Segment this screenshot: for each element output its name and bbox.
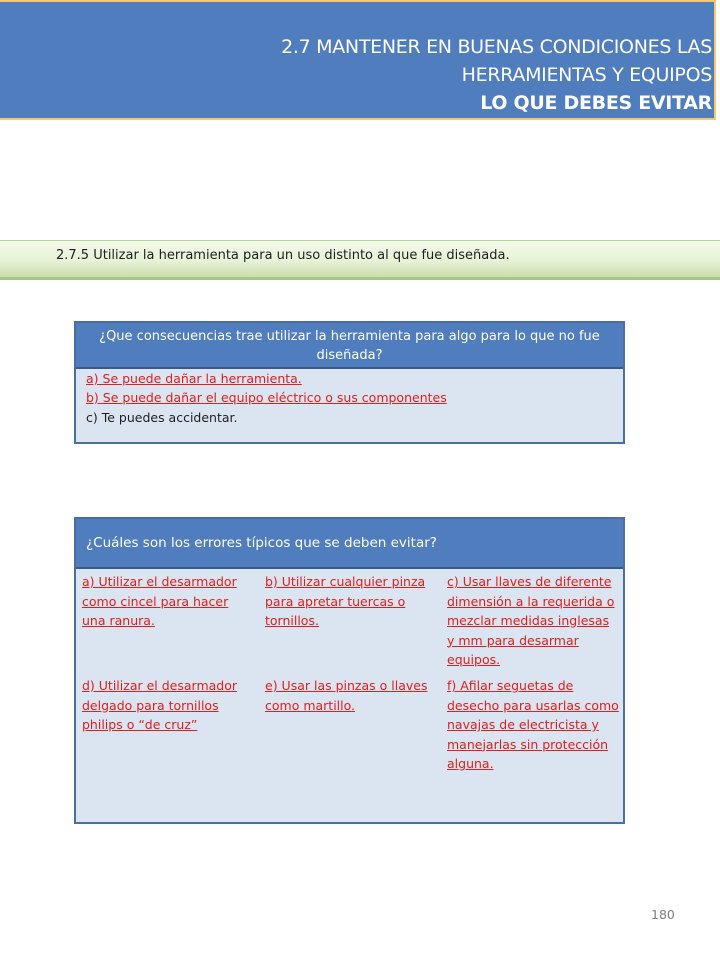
- error-b-link[interactable]: b) Utilizar cualquier pinza para apretar tuercas o tornillos.: [265, 574, 426, 628]
- question-box-typical-errors: [74, 517, 625, 824]
- page-subtitle: LO QUE DEBES EVITAR: [480, 92, 712, 114]
- error-d-link[interactable]: d) Utilizar el desarmador delgado para tornillos philips o “de cruz”: [82, 678, 237, 732]
- question-title: ¿Cuáles son los errores típicos que se deben evitar?: [76, 519, 623, 569]
- question-box-consequences: [74, 321, 625, 444]
- page-title-line-1: 2.7 MANTENER EN BUENAS CONDICIONES LAS: [281, 36, 712, 58]
- error-a-link[interactable]: a) Utilizar el desarmador como cincel para hacer una ranura.: [82, 574, 237, 628]
- page-number: 180: [651, 907, 675, 922]
- section-heading: 2.7.5 Utilizar la herramienta para un uso distinto al que fue diseñada.: [56, 248, 510, 263]
- page-title-line-2: HERRAMIENTAS Y EQUIPOS: [461, 64, 712, 86]
- answer-b-link[interactable]: b) Se puede dañar el equipo eléctrico o sus componentes: [86, 390, 447, 405]
- error-c-link[interactable]: c) Usar llaves de diferente dimensión a la requerida o mezclar medidas inglesas y mm para desarmar equipos.: [447, 574, 615, 667]
- error-f-link[interactable]: f) Afilar seguetas de desecho para usarlas como navajas de electricista y manejarlas sin protección alguna.: [447, 678, 619, 771]
- question-title: ¿Que consecuencias trae utilizar la herramienta para algo para lo que no fue diseñada?: [76, 323, 623, 369]
- answer-a-link[interactable]: a) Se puede dañar la herramienta.: [86, 371, 302, 386]
- answer-c: c) Te puedes accidentar.: [86, 410, 238, 425]
- error-e-link[interactable]: e) Usar las pinzas o llaves como martillo.: [265, 678, 428, 713]
